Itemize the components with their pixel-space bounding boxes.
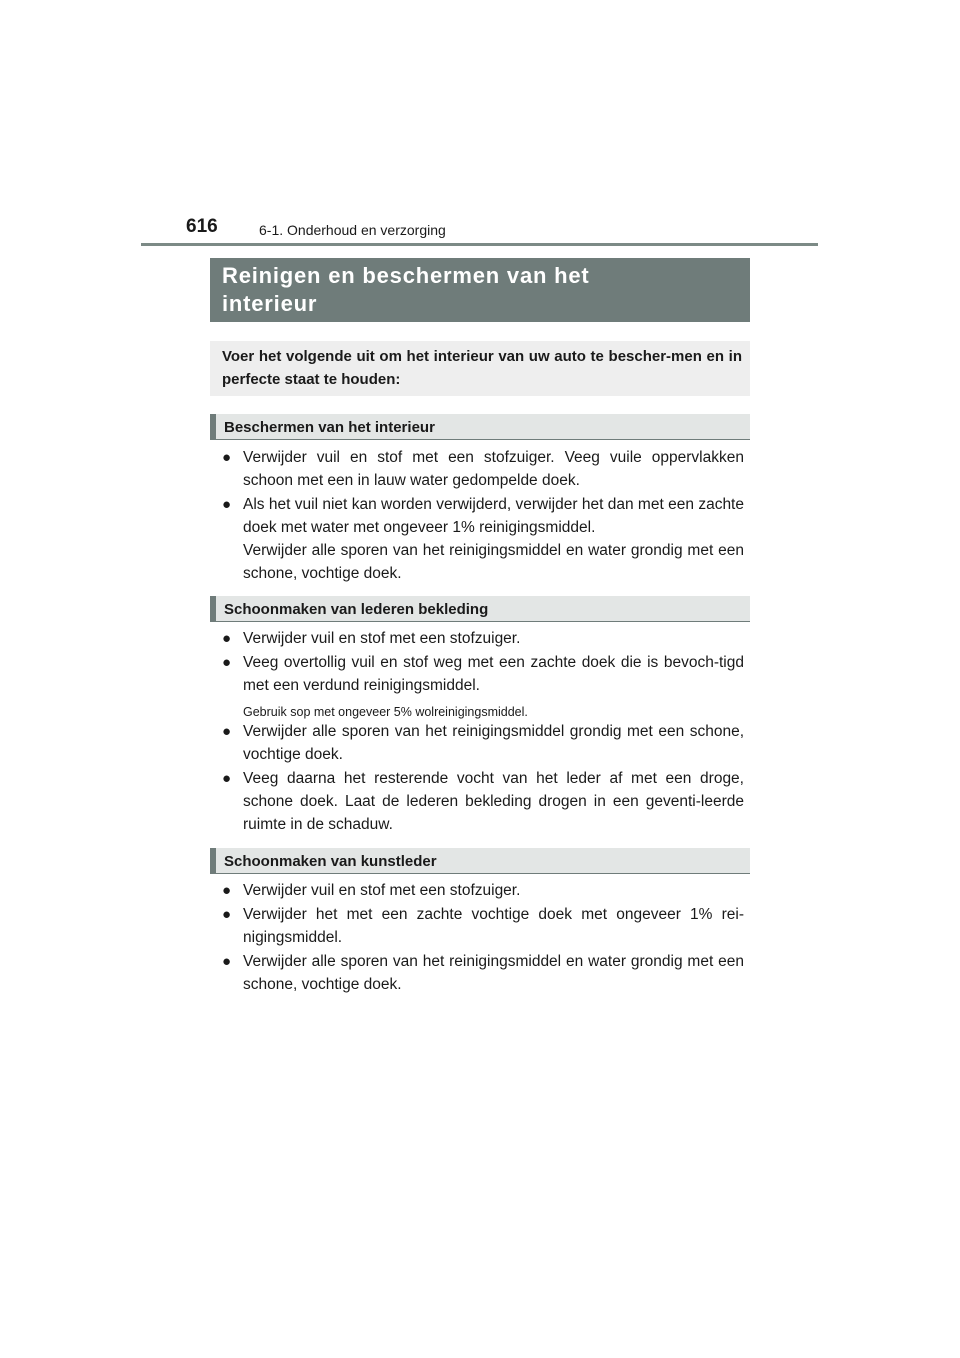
list-item [222, 879, 744, 902]
section-heading: Beschermen van het interieur [210, 414, 750, 440]
bullet-icon: ● [222, 449, 232, 466]
list-item [222, 493, 744, 585]
page-title [222, 262, 738, 318]
list-item [222, 627, 744, 650]
bullet-icon: ● [222, 906, 232, 923]
bullet-list [222, 879, 744, 997]
list-item-text: Verwijder vuil en stof met een stofzuiger. [243, 630, 521, 647]
bullet-icon: ● [222, 953, 232, 970]
bullet-icon: ● [222, 770, 232, 787]
bullet-icon: ● [222, 723, 232, 740]
list-item [222, 903, 744, 949]
page-number: 616 [186, 216, 218, 237]
intro-text: Voer het volgende uit om het interieur van uw auto te bescher-men en in perfecte staat te houden: [222, 348, 742, 388]
header-rule [141, 243, 818, 246]
list-item-text: Verwijder vuil en stof met een stofzuiger. Veeg vuile oppervlakken schoon met een in lauw water gedompelde doek. [243, 449, 744, 489]
bullet-list [222, 720, 744, 837]
list-item-text: Verwijder alle sporen van het reinigingsmiddel grondig met een schone, vochtige doek. [243, 723, 744, 763]
list-item [222, 950, 744, 996]
bullet-icon: ● [222, 496, 232, 513]
list-item [222, 446, 744, 492]
bullet-icon: ● [222, 882, 232, 899]
section-heading: Schoonmaken van lederen bekleding [210, 596, 750, 622]
list-item-text: Verwijder het met een zachte vochtige doek met ongeveer 1% rei-nigingsmiddel. [243, 906, 744, 946]
bullet-icon: ● [222, 654, 232, 671]
list-item [222, 720, 744, 766]
list-item [222, 767, 744, 836]
bullet-list [222, 446, 744, 586]
list-item-text: Verwijder alle sporen van het reinigingsmiddel en water grondig met een schone, vochtige doek. [243, 953, 744, 993]
list-item-text: Veeg daarna het resterende vocht van het leder af met een droge, schone doek. Laat de lederen bekleding drogen in een geventi-leerde ruimte in de schaduw. [243, 770, 744, 833]
section-label: 6-1. Onderhoud en verzorging [259, 222, 446, 238]
list-item-text: Veeg overtollig vuil en stof weg met een zachte doek die is bevoch-tigd met een verdund reinigingsmiddel. [243, 654, 744, 694]
intro-box [210, 341, 750, 396]
title-box [210, 258, 750, 322]
title-line-1: Reinigen en beschermen van het [222, 263, 590, 288]
list-item-extra-text: Verwijder alle sporen van het reinigingsmiddel en water grondig met een schone, vochtige doek. [243, 542, 744, 582]
list-item-text: Verwijder vuil en stof met een stofzuiger. [243, 882, 521, 899]
title-line-2: interieur [222, 291, 318, 316]
list-item-text: Als het vuil niet kan worden verwijderd, verwijder het dan met een zachte doek met water met ongeveer 1% reinigingsmiddel. [243, 496, 744, 536]
section-heading: Schoonmaken van kunstleder [210, 848, 750, 874]
bullet-icon: ● [222, 630, 232, 647]
note-text: Gebruik sop met ongeveer 5% wolreinigingsmiddel. [243, 705, 528, 719]
bullet-list [222, 627, 744, 698]
list-item [222, 651, 744, 697]
